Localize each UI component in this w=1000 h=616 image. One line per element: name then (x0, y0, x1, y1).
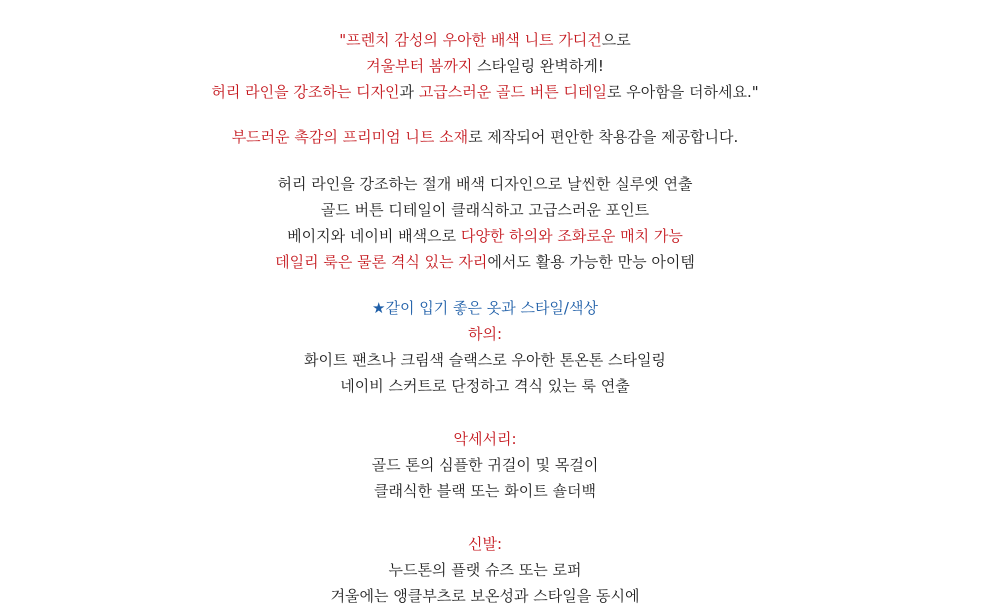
material-text: 로 제작되어 편안한 착용감을 제공합니다. (468, 128, 739, 146)
accessories-item: 골드 톤의 심플한 귀걸이 및 목걸이 (371, 456, 599, 474)
intro-line-2 (0, 56, 970, 76)
shoes-item: 누드톤의 플랫 슈즈 또는 로퍼 (388, 561, 582, 579)
material-highlight: 부드러운 촉감의 프리미엄 니트 소재 (231, 128, 469, 146)
intro-text: 스타일링 완벽하게! (472, 57, 604, 75)
feature-line-3 (0, 226, 970, 246)
feature-line-2: 골드 버튼 디테일이 클래식하고 고급스러운 포인트 (320, 201, 650, 219)
bottoms-label: 하의: (467, 325, 503, 343)
intro-text: 으로 (601, 31, 631, 49)
intro-highlight: 겨울부터 봄까지 (366, 57, 473, 75)
bottoms-item: 화이트 팬츠나 크림색 슬랙스로 우아한 톤온톤 스타일링 (304, 351, 666, 369)
feature-highlight: 데일리 룩은 물론 격식 있는 자리 (275, 253, 488, 271)
feature-line-1: 허리 라인을 강조하는 절개 배색 디자인으로 날씬한 실루엣 연출 (277, 175, 693, 193)
intro-highlight: 고급스러운 골드 버튼 디테일 (418, 83, 607, 101)
shoes-item: 겨울에는 앵클부츠로 보온성과 스타일을 동시에 (330, 587, 640, 605)
intro-text: 과 (399, 83, 419, 101)
material-line (0, 127, 970, 147)
accessories-label: 악세서리: (453, 430, 517, 448)
intro-line-1 (0, 30, 970, 50)
feature-text: 에서도 활용 가능한 만능 아이템 (487, 253, 695, 271)
feature-text: 베이지와 네이비 배색으로 (287, 227, 461, 245)
shoes-label: 신발: (467, 535, 503, 553)
styling-heading: ★같이 입기 좋은 옷과 스타일/색상 (372, 299, 598, 317)
intro-highlight: "프렌치 감성의 우아한 배색 니트 가디건 (339, 31, 602, 49)
feature-highlight: 다양한 하의와 조화로운 매치 가능 (460, 227, 683, 245)
intro-highlight: 허리 라인을 강조하는 디자인 (211, 83, 400, 101)
feature-line-4 (0, 252, 970, 272)
accessories-item: 클래식한 블랙 또는 화이트 숄더백 (374, 482, 596, 500)
intro-text: 로 우아함을 더하세요." (607, 83, 759, 101)
bottoms-item: 네이비 스커트로 단정하고 격식 있는 룩 연출 (340, 377, 630, 395)
intro-line-3 (0, 82, 970, 102)
